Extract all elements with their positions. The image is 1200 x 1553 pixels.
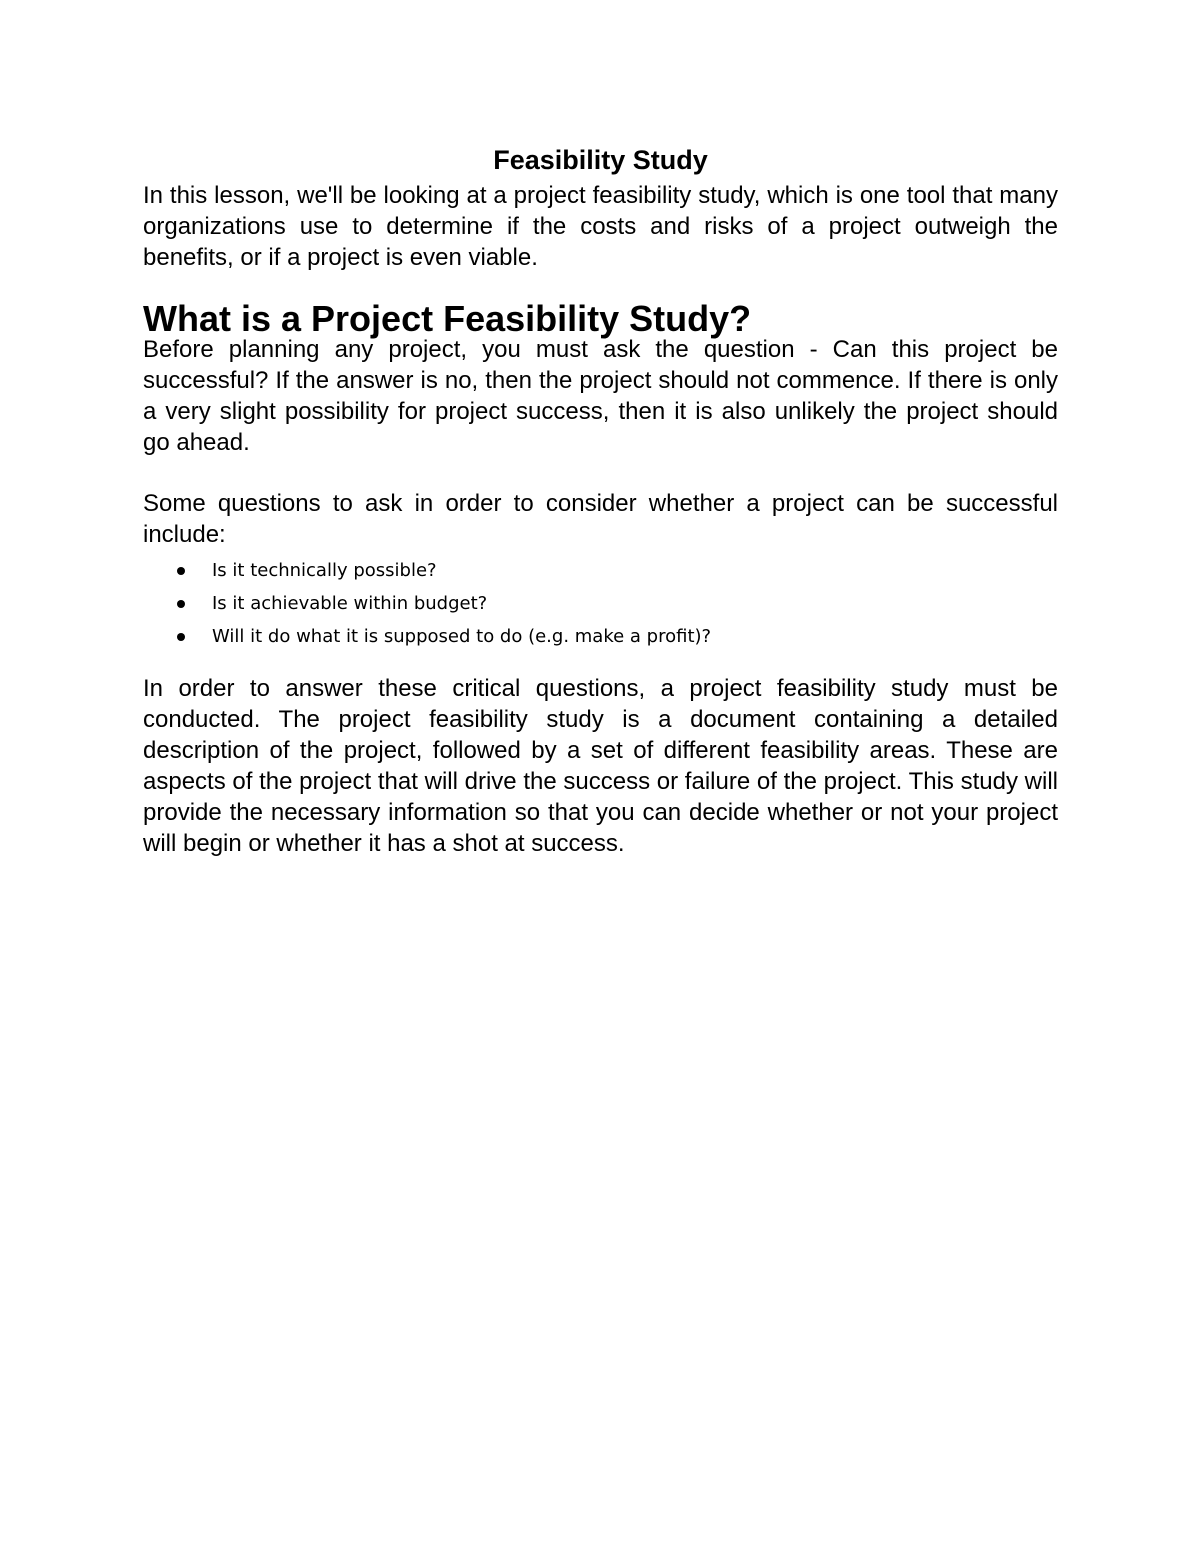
bullet-icon xyxy=(177,567,185,575)
list-item-text: Will it do what it is supposed to do (e.g. make a profit)? xyxy=(212,626,712,647)
section-paragraph-2: Some questions to ask in order to consider whether a project can be successful include: xyxy=(143,490,1058,548)
bullet-icon xyxy=(177,633,185,641)
list-item-text: Is it technically possible? xyxy=(212,560,437,581)
list-item xyxy=(143,620,1058,653)
bullet-icon xyxy=(177,600,185,608)
list-item-text: Is it achievable within budget? xyxy=(212,593,488,614)
section-paragraph-1: Before planning any project, you must ask the question - Can this project be successful? If the answer is no, then the project should not commence. If there is only a very slight possibility for project success, then it is also unlikely the project should go ahead. xyxy=(143,336,1058,456)
section-heading: What is a Project Feasibility Study? xyxy=(143,298,752,339)
intro-paragraph: In this lesson, we'll be looking at a project feasibility study, which is one tool that many organizations use to determine if the costs and risks of a project outweigh the benefits, or if a project is even viable. xyxy=(143,182,1058,271)
list-item xyxy=(143,587,1058,620)
list-item xyxy=(143,554,1058,587)
spacer xyxy=(143,458,1058,488)
document-page xyxy=(143,140,1058,859)
questions-list xyxy=(143,554,1058,653)
section-paragraph-3: In order to answer these critical questions, a project feasibility study must be conducted. The project feasibility study is a document containing a detailed description of the project, followed by a set of different feasibility areas. These are aspects of the project that will drive the success or failure of the project. This study will provide the necessary information so that you can decide whether or not your project will begin or whether it has a shot at success. xyxy=(143,675,1058,857)
document-title: Feasibility Study xyxy=(493,145,708,175)
